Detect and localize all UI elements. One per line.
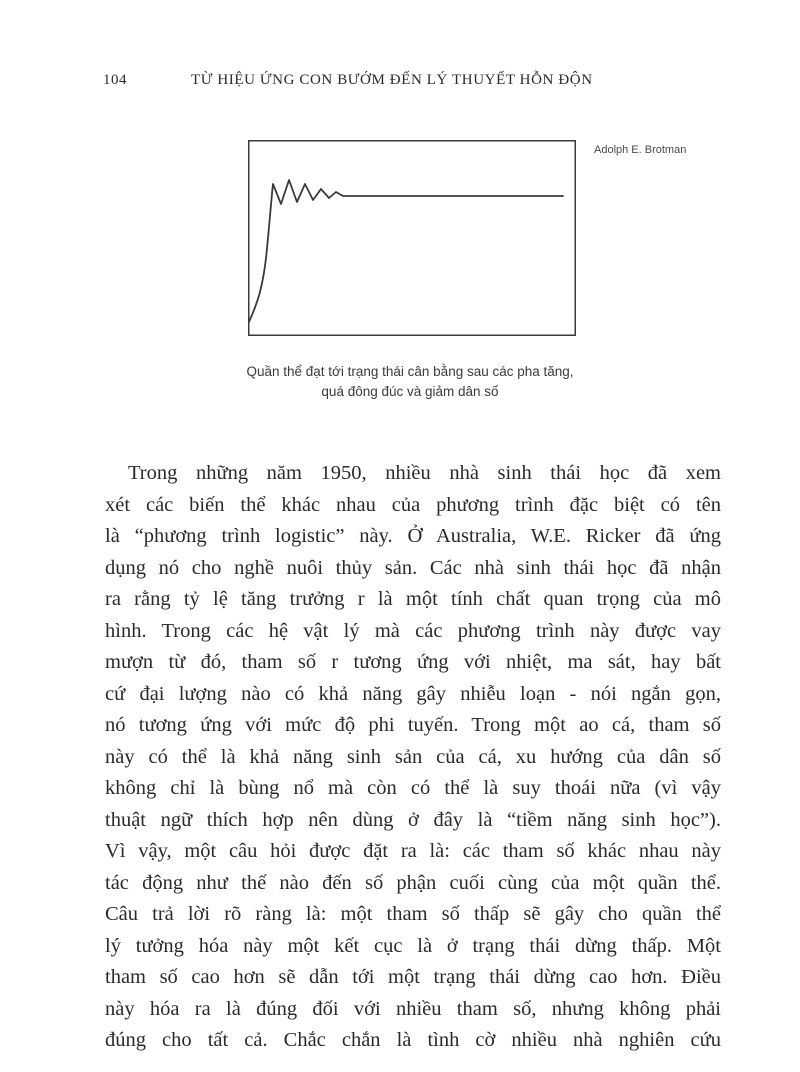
paragraph-line: hình. Trong các hệ vật lý mà các phương trình này được vay <box>105 619 721 642</box>
caption-line: Quần thể đạt tới trạng thái cân bằng sau các pha tăng, <box>246 364 574 379</box>
population-figure-drawing <box>248 140 576 336</box>
population-curve <box>249 180 563 322</box>
paragraph-line: ra rằng tỷ lệ tăng trưởng r là một tính chất quan trọng của mô <box>105 588 721 610</box>
paragraph-line: nó tương ứng với mức độ phi tuyến. Trong một ao cá, tham số <box>105 714 721 736</box>
paragraph-line: đúng cho tất cả. Chắc chắn là tình cờ nhiều nhà nghiên cứu <box>105 1029 721 1051</box>
paragraph-line: tác động như thế nào đến số phận cuối cùng của một quần thể. <box>105 871 721 894</box>
paragraph-line: Vì vậy, một câu hỏi được đặt ra là: các tham số khác nhau này <box>105 840 721 862</box>
figure-frame <box>249 141 576 336</box>
paragraph-line: Câu trả lời rõ ràng là: một tham số thấp sẽ gây cho quần thể <box>105 903 721 925</box>
running-header <box>103 72 703 96</box>
running-title: TỪ HIỆU ỨNG CON BƯỚM ĐẾN LÝ THUYẾT HỖN ĐỘN <box>191 72 593 88</box>
paragraph-line: tham số cao hơn sẽ dẫn tới một trạng thái dừng cao hơn. Điều <box>105 966 721 988</box>
paragraph-line: này có thể là khả năng sinh sản của cá, xu hướng của dân số <box>105 745 721 768</box>
population-figure <box>248 140 576 336</box>
page-number: 104 <box>103 72 127 88</box>
paragraph-line: mượn từ đó, tham số r tương ứng với nhiệt, ma sát, hay bất <box>105 651 721 673</box>
paragraph-line: không chỉ là bùng nổ mà còn có thể là suy thoái nữa (vì vậy <box>105 777 721 799</box>
body-paragraph <box>105 458 721 1057</box>
paragraph-line: lý tưởng hóa này một kết cục là ở trạng thái dừng thấp. Một <box>105 934 721 957</box>
paragraph-line: là “phương trình logistic” này. Ở Australia, W.E. Ricker đã ứng <box>105 525 721 547</box>
paragraph-line: thuật ngữ thích hợp nên dùng ở đây là “tiềm năng sinh học”). <box>105 808 721 831</box>
paragraph-line: này hóa ra là đúng đối với nhiều tham số, nhưng không phải <box>105 997 721 1020</box>
paragraph-line: xét các biến thể khác nhau của phương trình đặc biệt có tên <box>105 493 721 516</box>
figure-caption <box>160 362 660 402</box>
paragraph-line: dụng nó cho nghề nuôi thủy sản. Các nhà sinh thái học đã nhận <box>105 556 721 579</box>
figure-credit: Adolph E. Brotman <box>594 144 687 156</box>
paragraph-line: Trong những năm 1950, nhiều nhà sinh thái học đã xem <box>128 462 721 484</box>
caption-line: quá đông đúc và giảm dân số <box>321 384 499 399</box>
paragraph-line: cứ đại lượng nào có khả năng gây nhiễu loạn - nói ngắn gọn, <box>105 682 721 705</box>
